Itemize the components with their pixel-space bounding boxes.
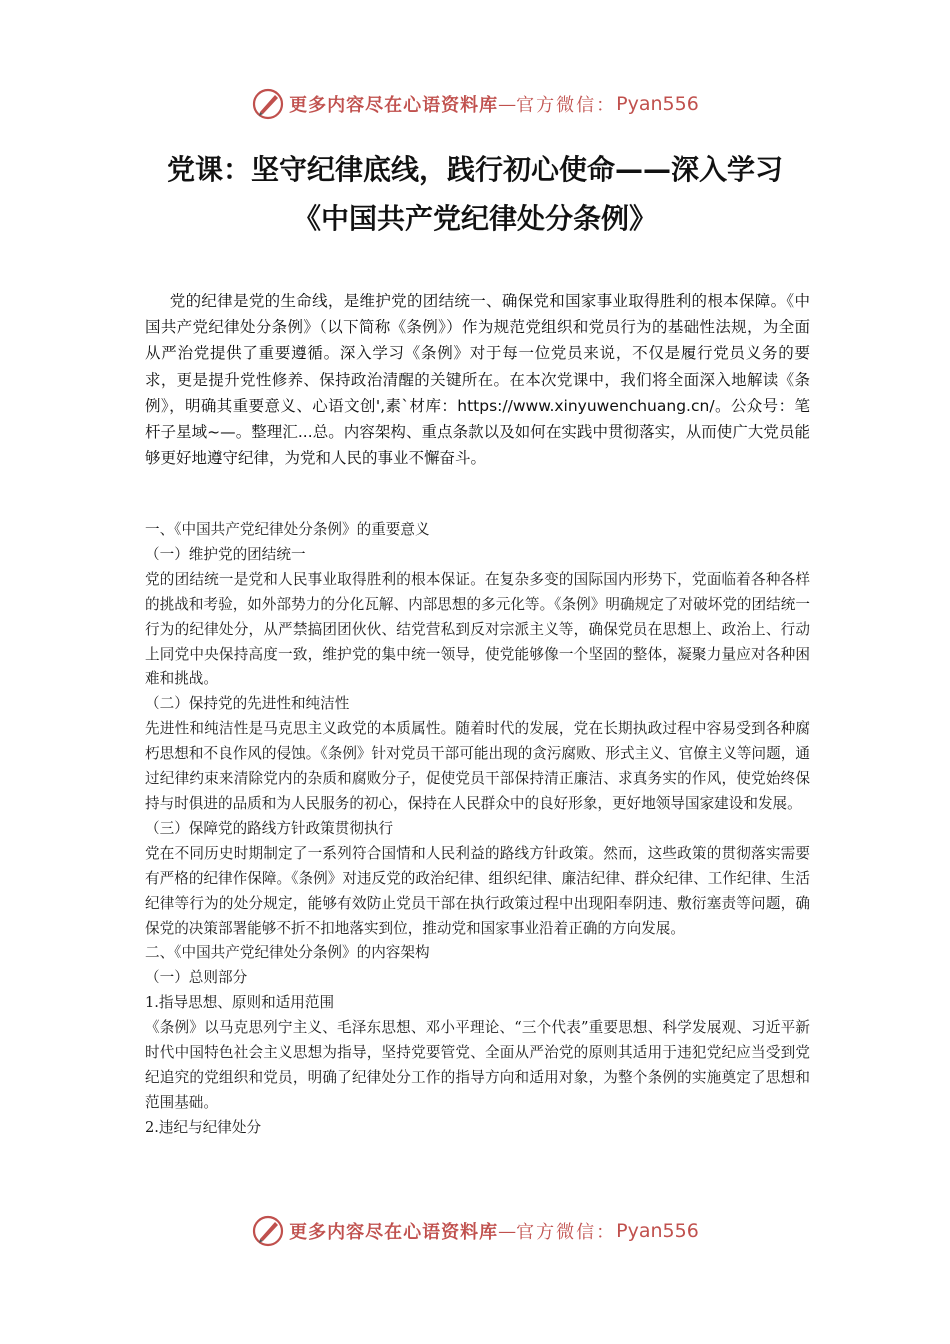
heading-2: 二、《中国共产党纪律处分条例》的内容架构 bbox=[145, 944, 430, 962]
banner-main-text: 更多内容尽在心语资料库 bbox=[289, 95, 499, 116]
banner-sub-text: 官方微信： bbox=[516, 95, 617, 116]
subheading-1-3: （三）保障党的路线方针政策贯彻执行 bbox=[145, 819, 394, 837]
banner-sub-text: 官方微信： bbox=[516, 1222, 617, 1243]
banner-main-text: 更多内容尽在心语资料库 bbox=[289, 1222, 499, 1243]
header-watermark-banner bbox=[0, 84, 950, 124]
paragraph: 先进性和纯洁性是马克思主义政党的本质属性。随着时代的发展，党在长期执政过程中容易受到各种腐朽思想和不良作风的侵蚀。《条例》针对党员干部可能出现的贪污腐败、形式主义、官僚主义等问题，通过纪律约束来清除党内的杂质和腐败分子，促使党员干部保持清正廉洁、求真务实的作风，使党始终保持与时俱进的品质和为人民服务的初心，保持在人民群众中的良好形象，更好地领导国家建设和发展。 bbox=[145, 720, 810, 812]
paragraph: 党在不同历史时期制定了一系列符合国情和人民利益的路线方针政策。然而，这些政策的贯彻落实需要有严格的纪律作保障。《条例》对违反党的政治纪律、组织纪律、廉洁纪律、群众纪律、工作纪律、生活纪律等行为的处分规定，能够有效防止党员干部在执行政策过程中出现阳奉阴违、敷衍塞责等问题，确保党的决策部署能够不折不扣地落实到位，推动党和国家事业沿着正确的方向发展。 bbox=[145, 844, 810, 937]
heading-1: 一、《中国共产党纪律处分条例》的重要意义 bbox=[145, 521, 430, 538]
banner-wechat-id: Pyan556 bbox=[616, 1220, 699, 1242]
subheading-1-1: （一）维护党的团结统一 bbox=[145, 545, 306, 563]
banner-dash: — bbox=[498, 1220, 517, 1242]
paragraph: 《条例》以马克思列宁主义、毛泽东思想、邓小平理论、“三个代表”重要思想、科学发展观、习近平新时代中国特色社会主义思想为指导，坚持党要管党、全面从严治党的原则其适用于违犯党纪应当受到党纪追究的党组织和党员，明确了纪律处分工作的指导方向和适用对象，为整个条例的实施奠定了思想和范围基础。 bbox=[145, 1019, 810, 1111]
page-title-line1: 党课：坚守纪律底线，践行初心使命——深入学习 bbox=[166, 153, 783, 186]
paragraph: 党的团结统一是党和人民事业取得胜利的根本保证。在复杂多变的国际国内形势下，党面临着各种各样的挑战和考验，如外部势力的分化瓦解、内部思想的多元化等。《条例》明确规定了对破坏党的团结统一行为的纪律处分，从严禁搞团团伙伙、结党营私到反对宗派主义等，确保党员在思想上、政治上、行动上同党中央保持高度一致，维护党的集中统一领导，使党能够像一个坚固的整体，凝聚力量应对各种困难和挑战。 bbox=[145, 570, 810, 688]
subheading-1-2: （二）保持党的先进性和纯洁性 bbox=[145, 695, 350, 713]
item-heading-1: 1.指导思想、原则和适用范围 bbox=[145, 994, 335, 1012]
pen-logo-icon bbox=[251, 87, 285, 121]
intro-section bbox=[145, 288, 810, 471]
banner-wechat-id: Pyan556 bbox=[616, 93, 699, 115]
intro-paragraph: 党的纪律是党的生命线，是维护党的团结统一、确保党和国家事业取得胜利的根本保障。《中国共产党纪律处分条例》（以下简称《条例》）作为规范党组织和党员行为的基础性法规，为全面从严治党提供了重要遵循。深入学习《条例》对于每一位党员来说，不仅是履行党员义务的要求，更是提升党性修养、保持政治清醒的关键所在。在本次党课中，我们将全面深入地解读《条例》，明确其重要意义、心语文创',素`材库：https://www.xinyuwenchuang.cn/。公众号：笔杆子星域~—。整理汇...总。内容架构、重点条款以及如何在实践中贯彻落实，从而使广大党员能够更好地遵守纪律，为党和人民的事业不懈奋斗。 bbox=[145, 292, 810, 468]
item-heading-2: 2.违纪与纪律处分 bbox=[145, 1118, 262, 1136]
pen-logo-icon bbox=[251, 1214, 285, 1248]
body-section bbox=[145, 518, 810, 1141]
subheading-2-1: （一）总则部分 bbox=[145, 969, 248, 987]
footer-watermark-banner bbox=[0, 1211, 950, 1251]
banner-dash: — bbox=[498, 93, 517, 115]
page-title-line2: 《中国共产党纪律处分条例》 bbox=[292, 202, 657, 235]
